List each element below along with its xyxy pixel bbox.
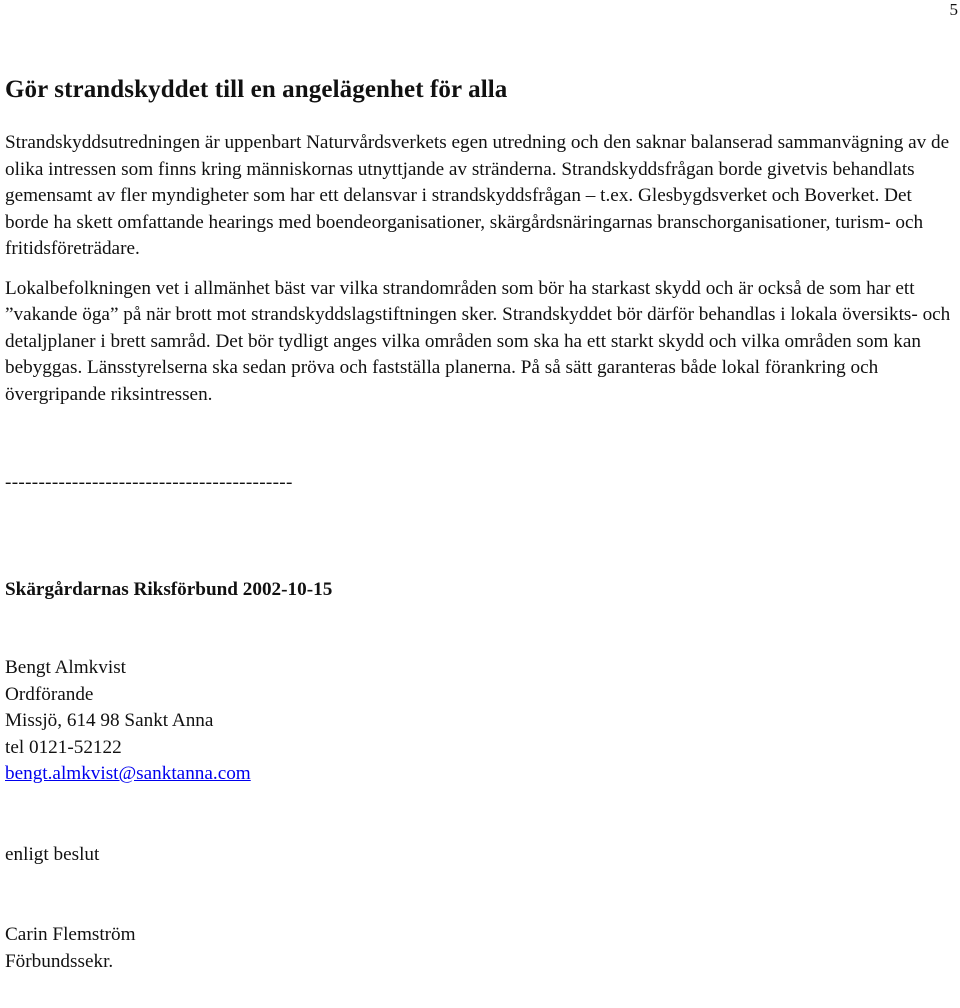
document-heading: Gör strandskyddet till en angelägenhet för alla [5,76,508,103]
document-body [5,72,955,975]
paragraph-lokalbefolkningen: Lokalbefolkningen vet i allmänhet bäst var vilka strandområden som bör ha starkast skydd och är också de som har ett ”vakande öga” på när brott mot strandskyddslagstiftningen sker. Strandskyddet bör därför behandlas i lokala översikts- och detaljplaner i brett samråd. Det bör tydligt anges vilka områden som ska ha ett starkt skydd och vilka områden som kan bebyggas. Länsstyrelserna ska sedan pröva och fastställa planerna. På så sätt garanteras både lokal förankring och övergripande riksintressen. [5,277,951,405]
paragraph-strandskyddsutredningen: Strandskyddsutredningen är uppenbart Naturvårdsverkets egen utredning och den saknar balanserad sammanvägning av de olika intressen som finns kring människornas utnyttjande av stränderna. Strandskyddsfrågan borde givetvis behandlats gemensamt av fler myndigheter som har ett delansvar i strandskyddsfrågan – t.ex. Glesbygdsverket och Boverket. Det borde ha skett omfattande hearings med boendeorganisationer, skärgårdsnäringarnas branschorganisationer, turism- och fritidsföreträdare. [5,132,950,259]
contact-phone: tel 0121-52122 [5,736,122,758]
contact-title: Ordförande [5,683,94,705]
decision-note: enligt beslut [5,843,100,865]
page-number: 5 [949,0,958,19]
contact-email-link[interactable]: bengt.almkvist@sanktanna.com [5,763,251,784]
contact-block [5,655,955,788]
organization-date-line: Skärgårdarnas Riksförbund 2002-10-15 [5,578,333,600]
separator-line: ------------------------------------------- [5,472,293,493]
contact-address: Missjö, 614 98 Sankt Anna [5,710,214,731]
signer-block [5,922,955,975]
contact-name: Bengt Almkvist [5,657,126,678]
signer-title: Förbundssekr. [5,950,114,972]
signer-name: Carin Flemström [5,924,136,945]
